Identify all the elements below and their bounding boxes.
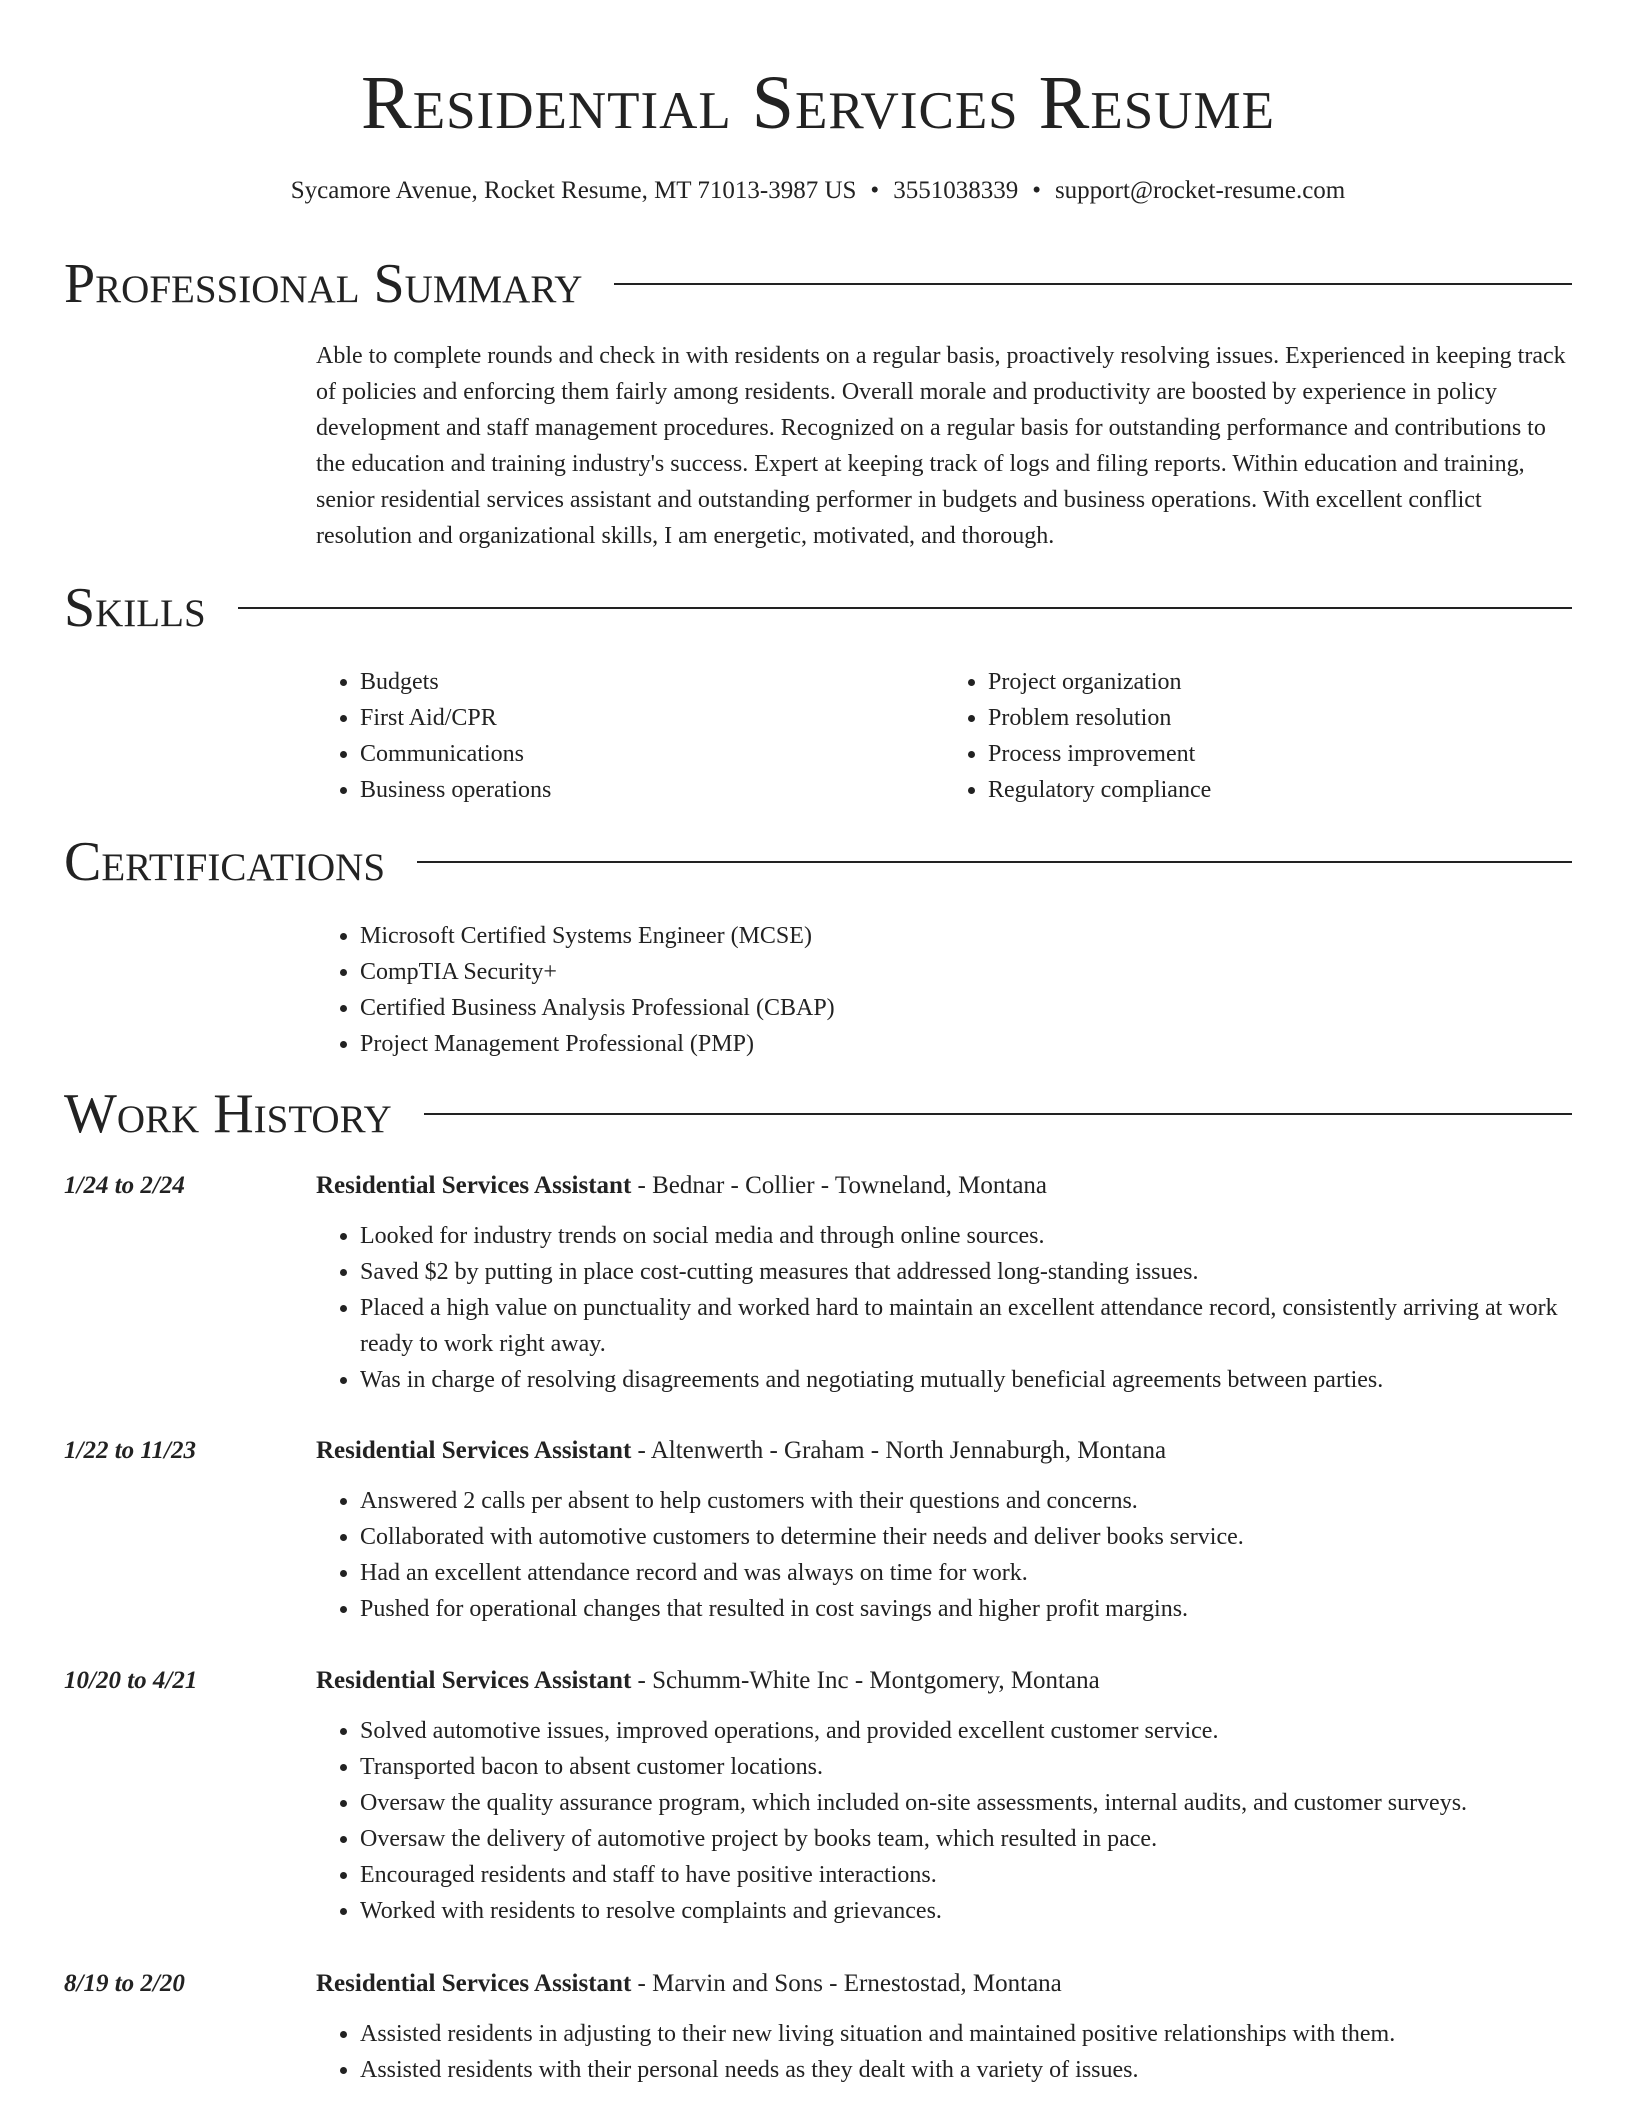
- job-entry: [64, 1661, 1572, 1929]
- job-header: [64, 1964, 1572, 2004]
- job-title: Residential Services Assistant: [316, 1667, 632, 1694]
- job-dates: 10/20 to 4/21: [64, 1667, 198, 1694]
- section-divider: [614, 283, 1572, 285]
- job-bullet: • Oversaw the delivery of automotive project by books team, which resulted in pace.: [360, 1821, 1572, 1857]
- skill-item: • Project organization: [988, 664, 1572, 700]
- skills-columns: [316, 664, 1572, 808]
- job-employer: - Schumm-White Inc - Montgomery, Montana: [631, 1667, 1100, 1694]
- job-bullet: • Worked with residents to resolve complaints and grievances.: [360, 1893, 1572, 1929]
- section-divider: [238, 607, 1572, 609]
- separator: •: [1032, 177, 1041, 204]
- phone: 3551038339: [893, 177, 1019, 204]
- section-divider: [417, 861, 1572, 863]
- certification-item: • Certified Business Analysis Professional (CBAP): [360, 990, 1572, 1026]
- skill-item: • Budgets: [360, 664, 944, 700]
- job-header: [64, 1166, 1572, 1206]
- work-history-heading: Work History: [64, 1083, 392, 1145]
- job-bullets: [316, 1483, 1572, 1627]
- job-bullets: [316, 1713, 1572, 1929]
- job-bullet: • Looked for industry trends on social media and through online sources.: [360, 1218, 1572, 1254]
- skills-list-left: [316, 664, 944, 808]
- job-employer: - Altenwerth - Graham - North Jennaburgh, Montana: [631, 1437, 1167, 1464]
- address: Sycamore Avenue, Rocket Resume, MT 71013-3987 US: [290, 177, 857, 204]
- job-bullet: • Transported bacon to absent customer locations.: [360, 1749, 1572, 1785]
- summary-header: [64, 252, 1572, 316]
- contact-line: [64, 174, 1572, 208]
- job-entry: [64, 1166, 1572, 1398]
- job-bullet: • Placed a high value on punctuality and worked hard to maintain an excellent attendance record, consistently arriving at work ready to work right away.: [360, 1290, 1572, 1362]
- job-bullet: • Encouraged residents and staff to have positive interactions.: [360, 1857, 1572, 1893]
- job-bullet: • Had an excellent attendance record and was always on time for work.: [360, 1555, 1572, 1591]
- job-bullet: • Answered 2 calls per absent to help customers with their questions and concerns.: [360, 1483, 1572, 1519]
- certifications-heading: Certifications: [64, 831, 386, 893]
- work-history-header: [64, 1082, 1572, 1146]
- summary-text: Able to complete rounds and check in with residents on a regular basis, proactively resolving issues. Experienced in keeping track of policies and enforcing them fairly among residents. Overall morale and productivity are boosted by experience in policy development and staff management procedures. Recognized on a regular basis for outstanding performance and contributions to the education and training industry's success. Expert at keeping track of logs and filing reports. Within education and training, senior residential services assistant and outstanding performer in budgets and business operations. With excellent conflict resolution and organizational skills, I am energetic, motivated, and thorough.: [316, 343, 1566, 549]
- job-bullet: • Oversaw the quality assurance program, which included on-site assessments, internal audits, and customer surveys.: [360, 1785, 1572, 1821]
- job-bullets: [316, 1218, 1572, 1398]
- certifications-bullets: [316, 918, 1572, 1062]
- separator: •: [870, 177, 880, 204]
- skill-item: • Process improvement: [988, 736, 1572, 772]
- skills-list-right: [944, 664, 1572, 808]
- job-header: [64, 1431, 1572, 1471]
- certification-item: • Microsoft Certified Systems Engineer (MCSE): [360, 918, 1572, 954]
- skill-item: • Business operations: [360, 772, 944, 808]
- section-divider: [424, 1113, 1572, 1115]
- certifications-list: [316, 918, 1572, 1062]
- skills-section: [64, 576, 1572, 808]
- job-bullet: • Assisted residents with their personal needs as they dealt with a variety of issues.: [360, 2052, 1572, 2088]
- job-dates: 8/19 to 2/20: [64, 1970, 185, 1997]
- email: support@rocket-resume.com: [1054, 177, 1346, 204]
- job-dates: 1/24 to 2/24: [64, 1172, 185, 1199]
- skill-item: • Problem resolution: [988, 700, 1572, 736]
- job-entry: [64, 1964, 1572, 2088]
- job-employer: - Marvin and Sons - Ernestostad, Montana: [631, 1970, 1062, 1997]
- skills-heading: Skills: [64, 577, 206, 639]
- certification-item: • Project Management Professional (PMP): [360, 1026, 1572, 1062]
- skill-item: • Regulatory compliance: [988, 772, 1572, 808]
- certifications-header: [64, 830, 1572, 894]
- job-bullet: • Saved $2 by putting in place cost-cutting measures that addressed long-standing issues.: [360, 1254, 1572, 1290]
- job-bullet: • Solved automotive issues, improved operations, and provided excellent customer service.: [360, 1713, 1572, 1749]
- summary-section: [64, 252, 1572, 554]
- skill-item: • First Aid/CPR: [360, 700, 944, 736]
- job-bullet: • Was in charge of resolving disagreements and negotiating mutually beneficial agreements between parties.: [360, 1362, 1572, 1398]
- certification-item: • CompTIA Security+: [360, 954, 1572, 990]
- skills-header: [64, 576, 1572, 640]
- work-history-section: [64, 1082, 1572, 1146]
- job-bullets: [316, 2016, 1572, 2088]
- job-bullet: • Assisted residents in adjusting to their new living situation and maintained positive relationships with them.: [360, 2016, 1572, 2052]
- job-title: Residential Services Assistant: [316, 1437, 632, 1464]
- job-employer: - Bednar - Collier - Towneland, Montana: [631, 1172, 1048, 1199]
- job-bullet: • Collaborated with automotive customers to determine their needs and deliver books service.: [360, 1519, 1572, 1555]
- summary-heading: Professional Summary: [64, 253, 583, 315]
- job-header: [64, 1661, 1572, 1701]
- job-title: Residential Services Assistant: [316, 1970, 632, 1997]
- job-bullet: • Pushed for operational changes that resulted in cost savings and higher profit margins.: [360, 1591, 1572, 1627]
- skill-item: • Communications: [360, 736, 944, 772]
- job-dates: 1/22 to 11/23: [64, 1437, 196, 1464]
- certifications-section: [64, 830, 1572, 1062]
- job-entry: [64, 1431, 1572, 1627]
- resume-title: Residential Services Resume: [361, 61, 1275, 145]
- job-title: Residential Services Assistant: [316, 1172, 632, 1199]
